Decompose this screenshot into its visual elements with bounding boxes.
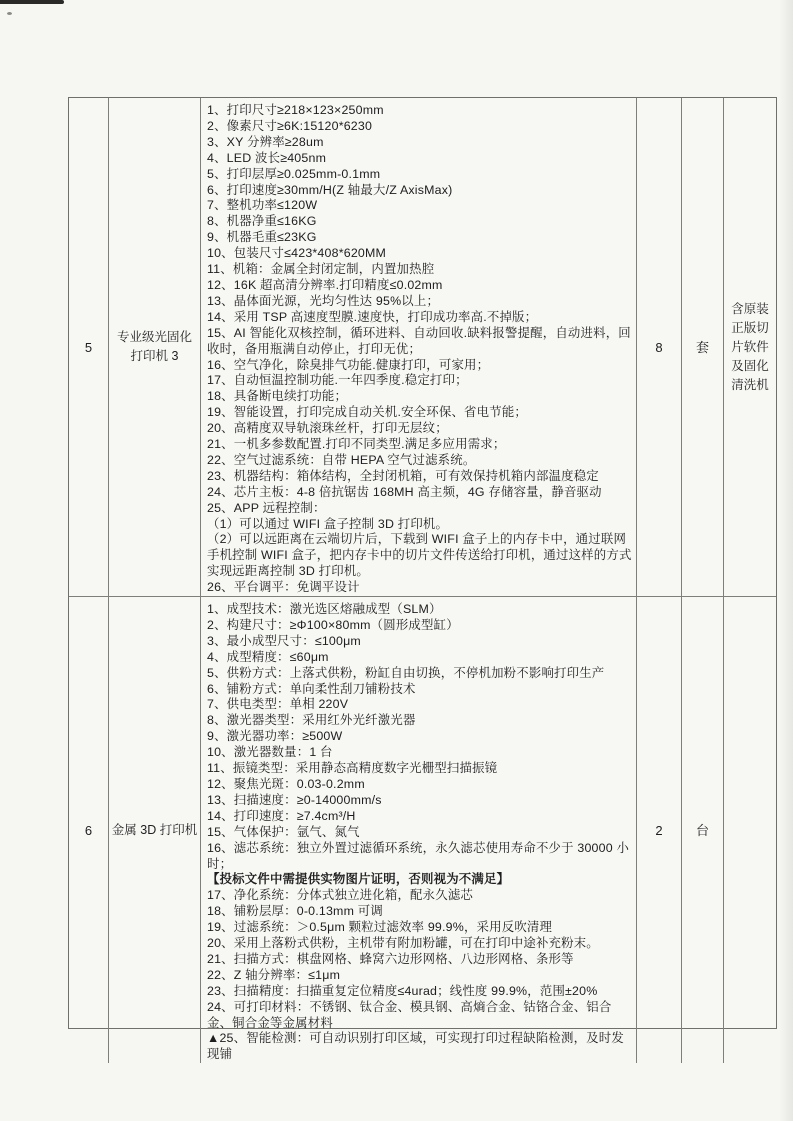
table-row-item-5 bbox=[69, 98, 776, 597]
spec-line: 12、聚焦光斑：0.03-0.2mm bbox=[207, 776, 365, 791]
spec-line: 20、高精度双导轨滚珠丝杆，打印无层纹； bbox=[207, 421, 448, 436]
spec-line: 【投标文件中需提供实物图片证明，否则视为不满足】 bbox=[207, 872, 510, 887]
item-remark: 含原装正版切片软件及固化清洗机 bbox=[731, 301, 769, 392]
spec-line: 5、供粉方式：上落式供粉，粉缸自由切换，不停机加粉不影响打印生产 bbox=[207, 665, 605, 680]
spec-line: 8、机器净重≤16KG bbox=[207, 214, 317, 229]
item-specs-cell bbox=[201, 98, 637, 597]
item-number-cell bbox=[69, 597, 109, 1063]
spec-line: 16、滤芯系统：独立外置过滤循环系统，永久滤芯使用寿命不少于 30000 小时； bbox=[207, 840, 630, 871]
spec-line: 23、扫描精度：扫描重复定位精度≤4urad；线性度 99.9%，范围±20% bbox=[207, 983, 598, 998]
spec-line: 22、Z 轴分辨率：≤1μm bbox=[207, 967, 341, 982]
spec-line: 8、激光器类型：采用红外光纤激光器 bbox=[207, 713, 416, 728]
spec-line: 11、振镜类型：采用静态高精度数字光栅型扫描振镜 bbox=[207, 761, 498, 776]
item-quantity-cell bbox=[637, 597, 682, 1063]
spec-line: 21、扫描方式：棋盘网格、蜂窝六边形网格、八边形网格、条形等 bbox=[207, 951, 574, 966]
scan-artifact-bar bbox=[0, 0, 64, 4]
item-name: 金属 3D 打印机 bbox=[111, 822, 198, 837]
spec-line: 16、空气净化，除臭排气功能.健康打印，可家用； bbox=[207, 357, 490, 372]
item-name-cell bbox=[109, 98, 201, 597]
spec-line: 6、打印速度≥30mm/H(Z 轴最大/Z AxisMax) bbox=[207, 182, 453, 197]
spec-line: 18、具备断电续打功能； bbox=[207, 389, 348, 404]
spec-line: 10、激光器数量：1 台 bbox=[207, 745, 333, 760]
item-name-cell bbox=[109, 597, 201, 1063]
spec-line: 9、激光器功率：≥500W bbox=[207, 729, 343, 744]
item-remark-cell bbox=[724, 98, 776, 597]
scan-edge-shadow bbox=[779, 0, 793, 1121]
spec-line: 7、供电类型：单相 220V bbox=[207, 697, 349, 712]
item-remark-cell bbox=[724, 597, 776, 1063]
item-unit-cell bbox=[682, 98, 724, 597]
spec-line: 26、平台调平：免调平设计 bbox=[207, 580, 360, 595]
item-quantity: 8 bbox=[655, 339, 663, 355]
spec-line: 5、打印层厚≥0.025mm-0.1mm bbox=[207, 166, 381, 181]
spec-line: 12、16K 超高清分辨率.打印精度≤0.02mm bbox=[207, 277, 443, 292]
spec-line: 17、自动恒温控制功能.一年四季度.稳定打印； bbox=[207, 373, 468, 388]
spec-line: 19、智能设置，打印完成自动关机.安全环保、省电节能； bbox=[207, 405, 527, 420]
item-unit: 台 bbox=[695, 822, 709, 838]
spec-line: 1、成型技术：激光选区熔融成型（SLM） bbox=[207, 602, 442, 616]
spec-line: 3、最小成型尺寸：≤100μm bbox=[207, 633, 361, 648]
spec-line: 3、XY 分辨率≥28um bbox=[207, 134, 324, 149]
spec-line: 17、净化系统：分体式独立进化箱，配永久滤芯 bbox=[207, 888, 473, 903]
spec-line: 23、机器结构：箱体结构，全封闭机箱，可有效保持机箱内部温度稳定 bbox=[207, 468, 599, 483]
spec-line: 24、芯片主板：4-8 倍抗锯齿 168MH 高主频，4G 存储容量，静音驱动 bbox=[207, 484, 602, 499]
item-quantity-cell bbox=[637, 98, 682, 597]
spec-line: 9、机器毛重≤23KG bbox=[207, 230, 317, 245]
item-specs-cell bbox=[201, 597, 637, 1063]
spec-line: 11、机箱：金属全封闭定制，内置加热腔 bbox=[207, 262, 435, 277]
spec-line: 14、采用 TSP 高速度型膜.速度快，打印成功率高.不掉版； bbox=[207, 309, 538, 324]
spec-line: 15、AI 智能化双核控制，循环进料、自动回收.缺料报警提醒，自动进料，回收时，备用瓶满自动停止，打印无优； bbox=[207, 325, 631, 356]
item-name: 专业级光固化打印机 3 bbox=[116, 330, 192, 364]
spec-line: 4、LED 波长≥405nm bbox=[207, 150, 327, 165]
spec-line: 10、包装尺寸≤423*408*620MM bbox=[207, 246, 387, 261]
spec-line: 25、APP 远程控制： bbox=[207, 500, 326, 515]
specification-table bbox=[68, 97, 777, 1062]
spec-line: 4、成型精度：≤60μm bbox=[207, 649, 329, 664]
spec-line: 13、扫描速度：≥0-14000mm/s bbox=[207, 792, 382, 807]
spec-line: 19、过滤系统：＞0.5μm 颗粒过滤效率 99.9%，采用反吹清理 bbox=[207, 920, 553, 935]
table-row-item-6 bbox=[69, 597, 776, 1062]
item-number: 5 bbox=[84, 339, 93, 355]
spec-line: 2、像素尺寸≥6K:15120*6230 bbox=[207, 118, 373, 133]
spec-line: 6、铺粉方式：单向柔性刮刀铺粉技术 bbox=[207, 681, 416, 696]
spec-line: 15、气体保护：氩气、氮气 bbox=[207, 824, 360, 839]
scan-artifact-dot bbox=[7, 12, 12, 15]
spec-line: 22、空气过滤系统：自带 HEPA 空气过滤系统。 bbox=[207, 452, 476, 467]
spec-line: 18、铺粉层厚：0-0.13mm 可调 bbox=[207, 904, 383, 919]
spec-line: 24、可打印材料：不锈钢、钛合金、模具钢、高熵合金、钴铬合金、铝合金、铜合金等金属材料 bbox=[207, 999, 612, 1030]
spec-line: （2）可以远距离在云端切片后，下载到 WIFI 盒子上的内存卡中，通过联网手机控制 WIFI 盒子，把内存卡中的切片文件传送给打印机，通过这样的方式实现远距离控制 3D 打印机。 bbox=[207, 532, 632, 579]
item-number: 6 bbox=[84, 822, 93, 838]
spec-line: 2、构建尺寸：≥Φ100×80mm（圆形成型缸） bbox=[207, 617, 459, 632]
item-quantity: 2 bbox=[655, 822, 663, 838]
item-unit-cell bbox=[682, 597, 724, 1063]
spec-line: 21、一机多参数配置.打印不同类型.满足多应用需求； bbox=[207, 437, 506, 452]
spec-line: （1）可以通过 WIFI 盒子控制 3D 打印机。 bbox=[207, 516, 449, 531]
item-unit: 套 bbox=[695, 339, 709, 355]
spec-line: 13、晶体面光源，光均匀性达 95%以上； bbox=[207, 293, 440, 308]
spec-line: 1、打印尺寸≥218×123×250mm bbox=[207, 103, 384, 117]
spec-line: 14、打印速度：≥7.4cm³/H bbox=[207, 808, 356, 823]
spec-line: ▲25、智能检测：可自动识别打印区域，可实现打印过程缺陷检测，及时发现铺 bbox=[207, 1031, 624, 1062]
item-number-cell bbox=[69, 98, 109, 597]
spec-line: 20、采用上落粉式供粉，主机带有附加粉罐，可在打印中途补充粉末。 bbox=[207, 936, 599, 951]
spec-line: 7、整机功率≤120W bbox=[207, 198, 318, 213]
